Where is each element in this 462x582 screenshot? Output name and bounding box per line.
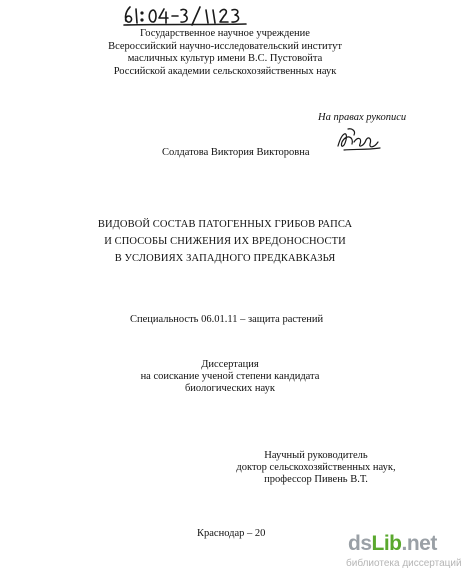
logo-part-lib: Lib: [371, 532, 402, 555]
degree-line: биологических наук: [184, 383, 276, 394]
signature-image: [334, 126, 384, 154]
supervisor-line: Научный руководитель: [264, 450, 368, 461]
institution-header: [60, 28, 390, 78]
dslib-logo: [348, 532, 437, 556]
title-line: В УСЛОВИЯХ ЗАПАДНОГО ПРЕДКАВКАЗЬЯ: [114, 253, 336, 264]
supervisor-block: [216, 450, 416, 486]
watermark-caption: библиотека диссертаций: [346, 558, 462, 569]
handwritten-code-image: [120, 4, 280, 26]
manuscript-rights-note: На правах рукописи: [318, 112, 407, 123]
institution-line: Российской академии сельскохозяйственных наук: [113, 65, 337, 77]
author-name: Солдатова Виктория Викторовна: [162, 147, 310, 158]
degree-statement: [110, 359, 350, 395]
degree-line: на соискание ученой степени кандидата: [140, 371, 320, 382]
logo-part-ds: ds: [348, 532, 372, 555]
dissertation-title: [70, 216, 380, 267]
degree-line: Диссертация: [201, 359, 259, 370]
handwritten-catalog-code: [120, 4, 280, 26]
institution-line: масличных культур имени В.С. Пустовойта: [127, 53, 323, 64]
specialty-line: Специальность 06.01.11 – защита растений: [130, 314, 324, 325]
institution-line: Всероссийский научно-исследовательский институт: [108, 40, 342, 52]
institution-line: Государственное научное учреждение: [140, 28, 310, 39]
title-line: И СПОСОБЫ СНИЖЕНИЯ ИХ ВРЕДОНОСНОСТИ: [104, 236, 346, 247]
title-line: ВИДОВОЙ СОСТАВ ПАТОГЕННЫХ ГРИБОВ РАПСА: [97, 219, 353, 230]
handwritten-signature: [334, 126, 384, 154]
supervisor-line: доктор сельскохозяйственных наук,: [236, 462, 396, 473]
dslib-watermark: [346, 532, 462, 578]
supervisor-line: профессор Пивень В.Т.: [264, 474, 368, 485]
logo-part-net: .net: [401, 532, 437, 555]
city-year: Краснодар – 20: [197, 528, 266, 539]
